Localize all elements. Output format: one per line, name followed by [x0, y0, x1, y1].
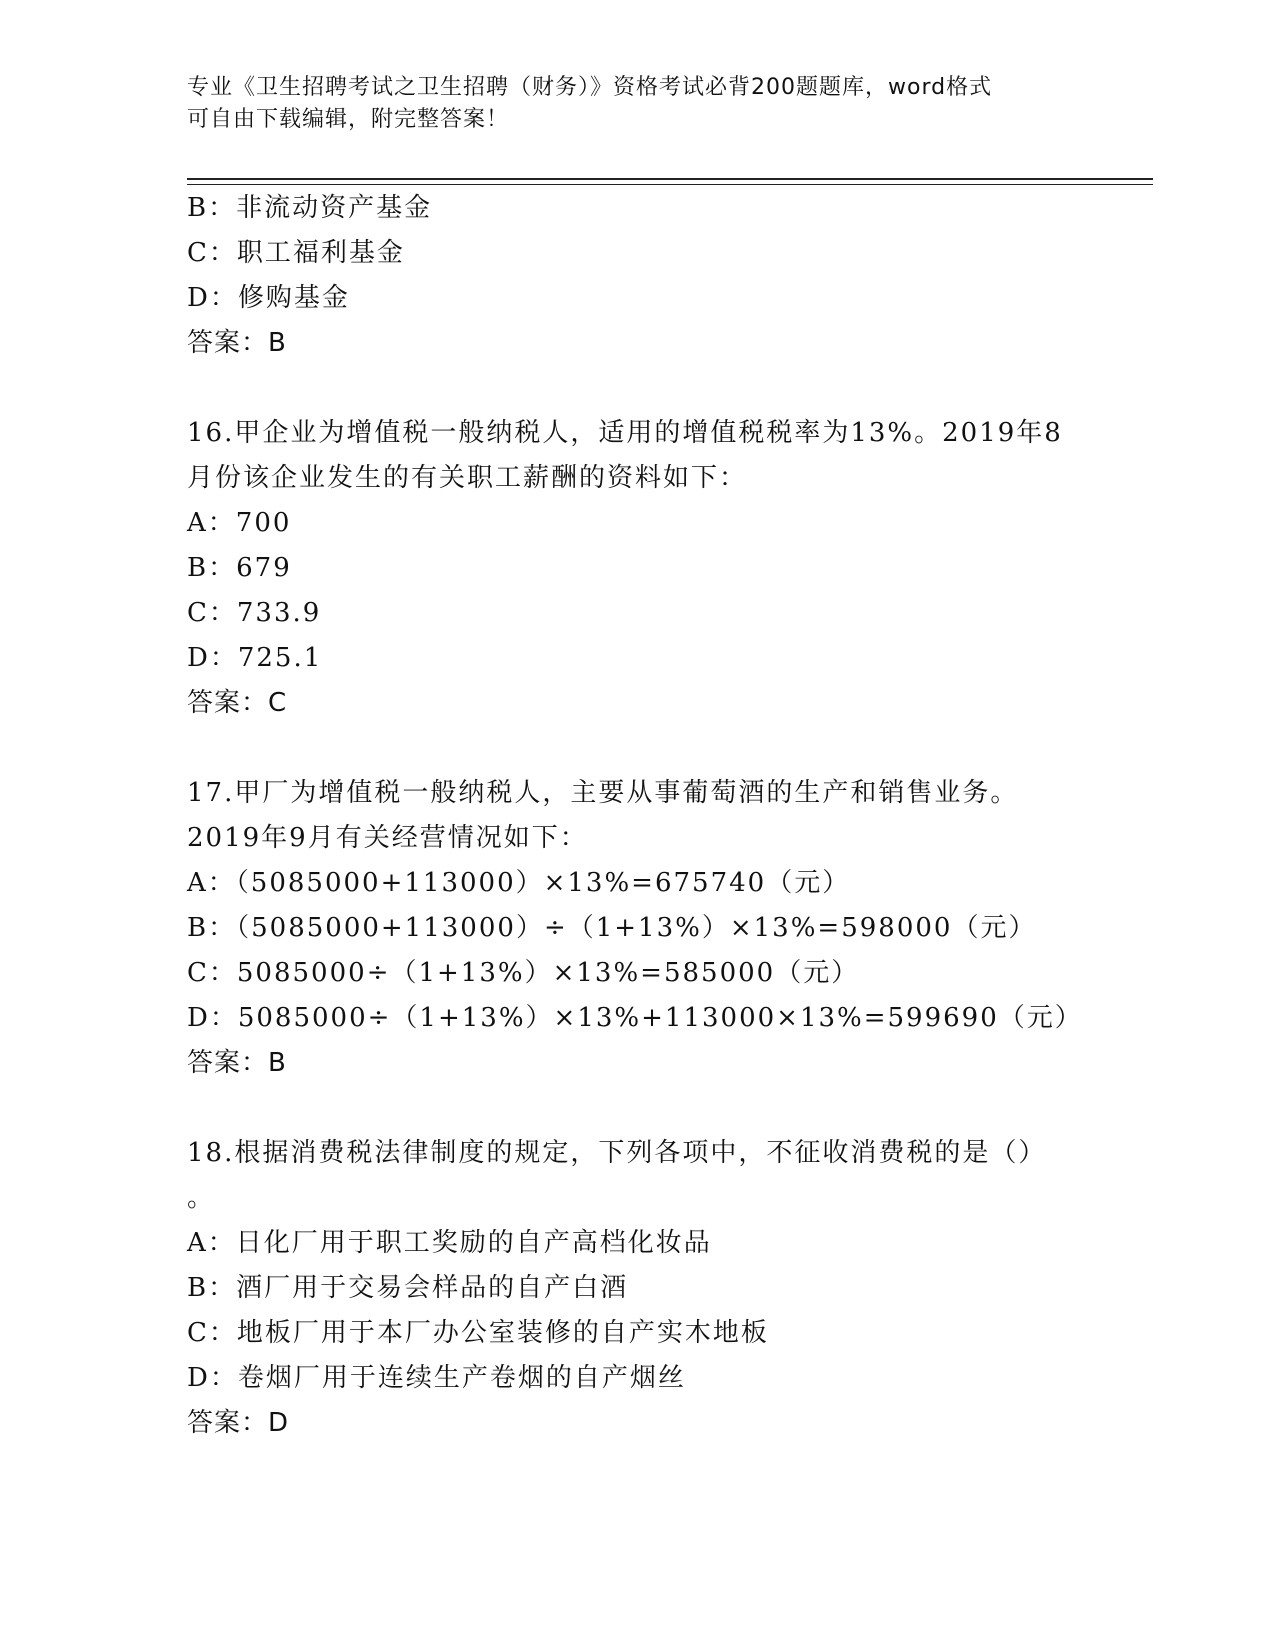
q15-answer: 答案：B: [187, 328, 287, 358]
q15-option-c: C：职工福利基金: [187, 238, 405, 268]
q16-option-d: D：725.1: [187, 643, 323, 673]
q17-stem-line-2: 2019年9月有关经营情况如下：: [187, 823, 588, 853]
q18-option-b: B：酒厂用于交易会样品的自产白酒: [187, 1273, 629, 1303]
q17-answer: 答案：B: [187, 1048, 287, 1078]
q18-stem-line-1: 18.根据消费税法律制度的规定，下列各项中，不征收消费税的是（）: [187, 1138, 1047, 1168]
header-rule-thin: [187, 184, 1153, 185]
q18-answer: 答案：D: [187, 1408, 290, 1438]
header-title-line-2: 可自由下载编辑，附完整答案！: [187, 107, 510, 132]
q17-option-d: D：5085000÷（1+13%）×13%+113000×13%=599690（元）: [187, 1003, 1083, 1033]
q17-option-a: A：（5085000+113000）×13%=675740（元）: [187, 868, 851, 898]
q15-option-d: D：修购基金: [187, 283, 350, 313]
q16-stem-line-1: 16.甲企业为增值税一般纳税人，适用的增值税税率为13%。2019年8: [187, 418, 1063, 448]
q16-stem-line-2: 月份该企业发生的有关职工薪酬的资料如下：: [187, 463, 748, 493]
q16-option-b: B：679: [187, 553, 292, 583]
document-header: [187, 72, 1067, 136]
q18-option-a: A：日化厂用于职工奖励的自产高档化妆品: [187, 1228, 712, 1258]
q17-stem-line-1: 17.甲厂为增值税一般纳税人，主要从事葡萄酒的生产和销售业务。: [187, 778, 1019, 808]
q16-answer: 答案：C: [187, 688, 288, 718]
q18-option-c: C：地板厂用于本厂办公室装修的自产实木地板: [187, 1318, 769, 1348]
q16-option-a: A：700: [187, 508, 292, 538]
header-rule-thick: [187, 178, 1153, 180]
q15-option-b: B：非流动资产基金: [187, 193, 433, 223]
header-title-line-1: 专业《卫生招聘考试之卫生招聘（财务）》资格考试必背200题题库，word格式: [187, 75, 993, 100]
q17-option-b: B：（5085000+113000）÷（1+13%）×13%=598000（元）: [187, 913, 1037, 943]
q16-option-c: C：733.9: [187, 598, 322, 628]
q18-stem-line-2: 。: [187, 1183, 216, 1213]
q18-option-d: D：卷烟厂用于连续生产卷烟的自产烟丝: [187, 1363, 686, 1393]
q17-option-c: C：5085000÷（1+13%）×13%=585000（元）: [187, 958, 860, 988]
